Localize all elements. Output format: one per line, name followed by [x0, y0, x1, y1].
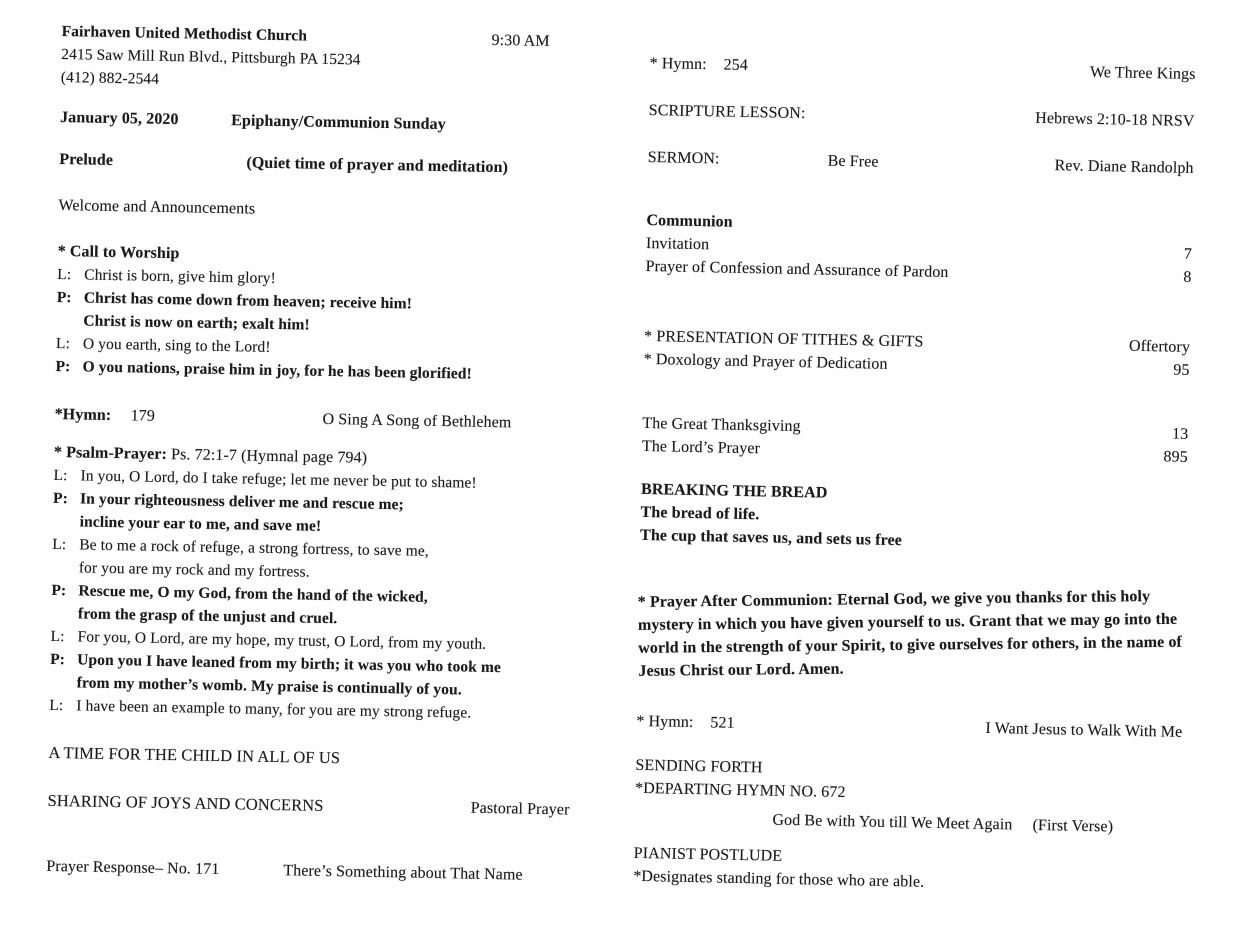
- liturgy-text: In you, O Lord, do I take refuge; let me never be put to shame!: [80, 467, 477, 492]
- doxology-label: * Doxology and Prayer of Dedication: [643, 350, 888, 373]
- left-column: [46, 14, 596, 888]
- prelude-label: Prelude: [59, 150, 114, 169]
- communion-item-text: Invitation: [645, 234, 710, 254]
- liturgy-text: Be to me a rock of refuge, a strong fortress, to save me,: [79, 536, 429, 560]
- liturgy-text: from the grasp of the unjust and cruel.: [77, 605, 338, 628]
- liturgy-text: from my mother’s womb. My praise is continually of you.: [76, 674, 462, 699]
- prayer-after-communion: [638, 585, 1185, 683]
- call-to-worship-title: * Call to Worship: [57, 242, 180, 263]
- scripture-lesson-label: SCRIPTURE LESSON:: [648, 101, 806, 123]
- church-address: 2415 Saw Mill Run Blvd., Pittsburgh PA 15234: [61, 45, 361, 69]
- speaker-label: P:: [50, 650, 66, 669]
- hymn-179-line: [54, 403, 588, 436]
- liturgy-text: Christ is born, give him glory!: [84, 266, 277, 287]
- hymn-521-line: [636, 710, 1182, 744]
- hymn-number: 179: [130, 407, 156, 425]
- standing-footnote: *Designates standing for those who are able.: [633, 867, 925, 891]
- service-date: January 05, 2020: [59, 108, 179, 129]
- scripture-lesson-line: [648, 99, 1194, 133]
- speaker-label: L:: [57, 265, 72, 284]
- speaker-label: P:: [52, 489, 69, 508]
- prayer-response-line: [46, 855, 580, 888]
- hymn-label: * Hymn:: [649, 54, 707, 74]
- communion-section: [645, 209, 1192, 289]
- liturgy-text: incline your ear to me, and save me!: [79, 513, 322, 535]
- pastoral-prayer-label: Pastoral Prayer: [470, 799, 570, 819]
- liturgy-text: Rescue me, O my God, from the hand of the wicked,: [78, 582, 428, 606]
- service-occasion: Epiphany/Communion Sunday: [231, 112, 446, 134]
- thanksgiving-page: 13: [1171, 425, 1189, 443]
- church-phone: (412) 882-2544: [60, 68, 160, 88]
- liturgy-text: In your righteousness deliver me and rescue me;: [79, 490, 404, 514]
- thanksgiving-section: [642, 412, 1189, 469]
- prayer-after-communion-label: * Prayer After Communion:: [637, 591, 834, 611]
- departing-hymn-line: *DEPARTING HYMN NO. 672: [634, 779, 846, 802]
- speaker-label: P:: [56, 288, 72, 307]
- hymn-number: 521: [710, 714, 735, 732]
- sending-forth-section: [634, 754, 1181, 840]
- liturgy-text: I have been an example to many, for you are my strong refuge.: [76, 697, 472, 722]
- prayer-after-communion-text: Eternal God, we give you thanks for this holy mystery in which you have given yourself to us. Grant that we may go into the world in the strength of your Spirit, to give ourselves for others, in the name of Jesus Christ our Lord. Amen.: [637, 588, 1183, 680]
- departing-hymn-title-line: [634, 806, 1180, 840]
- speaker-label: L:: [49, 696, 64, 715]
- hymn-title: We Three Kings: [1089, 63, 1196, 83]
- liturgy-text: Christ has come down from heaven; receive him!: [83, 289, 413, 313]
- liturgy-text: Upon you I have leaned from my birth; it was you who took me: [77, 651, 502, 677]
- psalm-prayer-label: * Psalm-Prayer:: [53, 443, 168, 463]
- liturgy-text: O you nations, praise him in joy, for he has been glorified!: [82, 358, 473, 383]
- departing-hymn-title: God Be with You till We Meet Again: [772, 811, 1013, 834]
- sending-forth-line: SENDING FORTH: [635, 756, 763, 777]
- communion-item-page: 8: [1183, 268, 1192, 286]
- hymn-title: O Sing A Song of Bethlehem: [322, 410, 512, 432]
- date-line: [60, 106, 594, 139]
- welcome-line: Welcome and Announcements: [58, 196, 256, 218]
- speaker-label: L:: [53, 466, 68, 485]
- sermon-title: Be Free: [827, 152, 879, 171]
- communion-title: Communion: [646, 211, 733, 231]
- great-thanksgiving-label: The Great Thanksgiving: [642, 414, 801, 436]
- pianist-postlude-line: PIANIST POSTLUDE: [633, 844, 783, 865]
- tithes-section: [643, 325, 1190, 382]
- sharing-line: [47, 789, 569, 822]
- first-verse-note: (First Verse): [1032, 816, 1114, 836]
- speaker-label: L:: [52, 535, 67, 554]
- prelude-note: (Quiet time of prayer and meditation): [246, 154, 509, 177]
- hymn-label: * Hymn:: [636, 712, 694, 732]
- hymn-number: 254: [723, 56, 749, 74]
- presentation-label: * PRESENTATION OF TITHES & GIFTS: [643, 327, 924, 351]
- prayer-response-label: Prayer Response– No. 171: [46, 857, 220, 879]
- communion-item-text: Prayer of Confession and Assurance of Pardon: [645, 257, 949, 282]
- sermon-line: [647, 146, 1193, 180]
- liturgy-text: for you are my rock and my fortress.: [78, 559, 310, 581]
- scripture-ref: Hebrews 2:10-18 NRSV: [1035, 109, 1195, 130]
- service-time: 9:30 AM: [491, 31, 550, 50]
- speaker-label: L:: [50, 627, 65, 646]
- sharing-heading: SHARING OF JOYS AND CONCERNS: [47, 790, 324, 815]
- hymn-title: I Want Jesus to Walk With Me: [985, 719, 1183, 741]
- cup-line: The cup that saves us, and sets us free: [639, 526, 903, 550]
- liturgy-text: Christ is now on earth; exalt him!: [83, 312, 310, 334]
- offertory-label: Offertory: [1128, 337, 1191, 356]
- breaking-bread-section: [640, 478, 1187, 558]
- time-for-child-heading: A TIME FOR THE CHILD IN ALL OF US: [48, 742, 341, 768]
- lords-prayer-page: 895: [1163, 448, 1188, 466]
- liturgy-text: O you earth, sing to the Lord!: [82, 335, 271, 356]
- sermon-preacher: Rev. Diane Randolph: [1054, 157, 1194, 177]
- psalm-ref: Ps. 72:1-7 (Hymnal page 794): [170, 446, 368, 467]
- prayer-response-title: There’s Something about That Name: [283, 862, 523, 884]
- lords-prayer-label: The Lord’s Prayer: [641, 437, 761, 458]
- bread-line: The bread of life.: [640, 503, 760, 524]
- speaker-label: P:: [51, 581, 67, 600]
- speaker-label: L:: [55, 334, 71, 353]
- communion-item-page: 7: [1183, 245, 1193, 263]
- doxology-page: 95: [1173, 361, 1190, 379]
- prelude-line: [59, 148, 593, 181]
- liturgy-text: For you, O Lord, are my hope, my trust, O Lord, from my youth.: [77, 628, 487, 653]
- bulletin-header: [61, 20, 596, 99]
- breaking-bread-title: BREAKING THE BREAD: [640, 480, 828, 502]
- sermon-label: SERMON:: [647, 148, 720, 168]
- church-name: Fairhaven United Methodist Church: [61, 22, 308, 45]
- right-column: [633, 44, 1196, 899]
- speaker-label: P:: [55, 357, 71, 376]
- hymn-label: *Hymn:: [54, 405, 112, 424]
- hymn-254-line: [649, 52, 1195, 86]
